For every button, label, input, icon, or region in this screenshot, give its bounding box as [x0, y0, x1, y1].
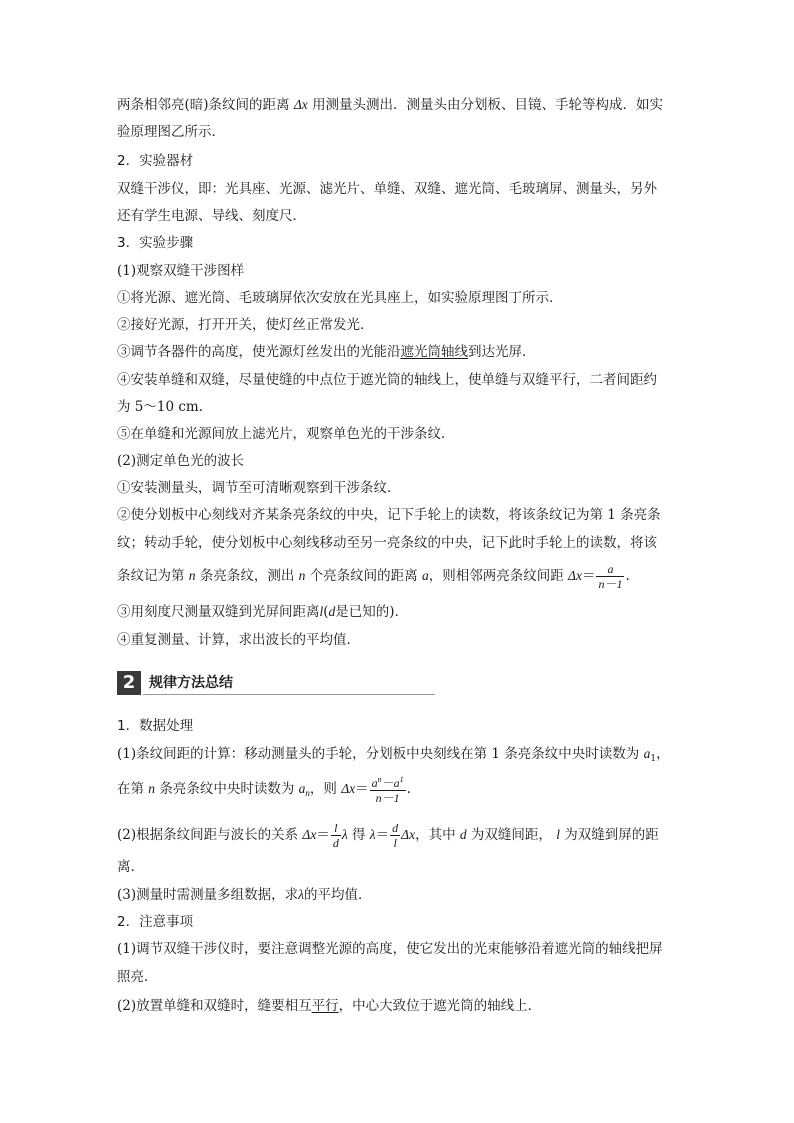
symbol-n: n — [188, 568, 196, 583]
text: ，其中 — [415, 827, 456, 843]
sub-observe: (1)观察双缝干涉图样 — [117, 263, 245, 279]
denominator: n－1 — [375, 790, 400, 805]
symbol-d: d — [459, 827, 467, 842]
text: 个亮条纹间的距离 — [309, 568, 418, 584]
text: . — [406, 781, 411, 797]
equals: ＝ — [316, 827, 330, 843]
sub-wavelength: (2)测定单色光的波长 — [117, 453, 245, 469]
text: . — [625, 568, 630, 584]
text: －a — [381, 775, 400, 790]
text: 的平均值． — [303, 887, 372, 903]
step-1: ①将光源、遮光筒、毛玻璃屏依次安放在光具座上，如实验原理图丁所示． — [117, 290, 563, 306]
underlined-term: 平行 — [311, 998, 339, 1014]
symbol-a: a — [298, 781, 306, 796]
text: (2)根据条纹间距与波长的关系 — [117, 827, 299, 843]
fraction — [370, 776, 406, 804]
data-2-line-2: 离． — [117, 859, 144, 875]
step-2: ②接好光源，打开开关，使灯丝正常发光． — [117, 317, 374, 333]
text: 为双缝间距， — [470, 827, 552, 843]
text: ，中心大致位于遮光筒的轴线上． — [338, 998, 542, 1014]
text: (3)测量时需测量多组数据，求 — [117, 887, 299, 903]
superscript: 1 — [399, 774, 404, 784]
measure-2-line-1: ②使分划板中心刻线对齐某条亮条纹的中央，记下手轮上的读数，将该条纹记为第 1 条亮条 — [117, 507, 661, 523]
text: 条亮条纹，测出 — [199, 568, 295, 584]
subscript: 1 — [650, 754, 657, 764]
measure-3 — [117, 603, 408, 621]
text: 条纹记为第 — [117, 568, 185, 584]
text: 用测量头测出．测量头由分划板、目镜、手轮等构成．如实 — [312, 97, 664, 113]
symbol-lambda: λ — [298, 887, 304, 902]
symbol-n: n — [298, 568, 306, 583]
symbol-d: d — [328, 604, 336, 619]
equals: ＝ — [375, 827, 390, 843]
text: 是已知的)． — [335, 604, 409, 620]
text: 在第 — [117, 781, 144, 797]
text: ( — [323, 604, 329, 620]
step-4-line-1: ④安装单缝和双缝，尽量使缝的中点位于遮光筒的轴线上，使单缝与双缝平行，二者间距约 — [117, 372, 657, 388]
step-3 — [117, 343, 536, 361]
step-4-line-2: 为 5～10 cm. — [117, 399, 204, 415]
symbol-a: a — [643, 746, 651, 761]
text: 两条相邻亮(暗)条纹间的距离 — [117, 97, 290, 113]
denominator: n－1 — [598, 577, 623, 591]
text: ，则相邻两亮条纹间距 — [428, 568, 564, 584]
apparatus-line-1: 双缝干涉仪，即：光具座、光源、滤光片、单缝、双缝、遮光筒、毛玻璃屏、测量头，另外 — [117, 181, 657, 197]
denominator: d — [332, 836, 339, 850]
symbol-delta-x: Δx — [293, 97, 308, 112]
superscript: n — [377, 774, 382, 784]
precaution-1-line-1: (1)调节双缝干涉仪时，要注意调整光源的高度，使它发出的光束能够沿着遮光筒的轴线把屏 — [117, 941, 663, 957]
numerator: a — [596, 563, 624, 577]
symbol-n: n — [148, 781, 156, 796]
symbol-lambda: λ — [369, 827, 376, 842]
symbol-delta-x: Δx — [401, 827, 416, 842]
precaution-1-line-2: 照亮． — [117, 969, 158, 985]
text: (2)放置单缝和双缝时，缝要相互 — [117, 998, 312, 1014]
text: 条亮条纹中央时读数为 — [159, 781, 295, 797]
apparatus-line-2: 还有学生电源、导线、刻度尺． — [117, 208, 306, 224]
text: ③用刻度尺测量双缝到光屏间距离 — [117, 604, 320, 620]
heading-apparatus: 2．实验器材 — [117, 153, 194, 169]
text: a — [371, 775, 378, 790]
precaution-2 — [117, 997, 541, 1015]
measure-4: ④重复测量、计算，求出波长的平均值． — [117, 632, 360, 648]
underlined-term: 遮光筒轴线 — [400, 344, 468, 360]
text: ，则 — [309, 781, 337, 797]
data-2-line-1 — [117, 820, 659, 850]
numerator — [370, 776, 406, 791]
measure-2-line-2: 纹；转动手轮，使分划板中心刻线移动至另一亮条纹的中央，记下此时手轮上的读数，将该 — [117, 535, 657, 551]
section-header-methods — [117, 671, 435, 695]
symbol-delta-x: Δx — [568, 568, 582, 583]
step-5: ⑤在单缝和光源间放上滤光片，观察单色光的干涉条纹． — [117, 426, 455, 442]
symbol-delta-x: Δx — [302, 827, 317, 842]
numerator: d — [392, 821, 399, 835]
text: ③调节各器件的高度，使光源灯丝发出的光能沿 — [117, 344, 401, 360]
fraction — [390, 822, 400, 849]
fraction — [596, 563, 624, 590]
text: (1)条纹间距的计算：移动测量头的手轮，分划板中央刻线在第 1 条亮条纹中央时读数为 — [117, 746, 640, 762]
symbol-a: a — [421, 568, 429, 583]
fraction — [331, 822, 341, 849]
measure-1: ①安装测量头，调节至可清晰观察到干涉条纹． — [117, 480, 401, 496]
denominator: l — [393, 836, 397, 850]
equals: ＝ — [581, 568, 596, 584]
data-1-line-1 — [117, 745, 670, 768]
subscript: n — [305, 788, 310, 798]
section-rule — [143, 694, 435, 695]
section-number-badge: 2 — [117, 671, 141, 695]
symbol-delta-x: Δx — [341, 781, 356, 796]
symbol-lambda: λ — [341, 827, 348, 842]
heading-steps: 3．实验步骤 — [117, 235, 194, 251]
numerator: l — [331, 822, 341, 836]
data-3 — [117, 886, 371, 904]
section-title: 规律方法总结 — [149, 675, 233, 691]
symbol-l: l — [556, 827, 560, 842]
heading-precautions: 2．注意事项 — [117, 914, 194, 930]
measure-2-line-3 — [117, 561, 630, 591]
text: 为双缝到屏的距 — [564, 827, 659, 843]
intro-line-1 — [117, 96, 663, 114]
text: ， — [656, 746, 670, 762]
text: 得 — [352, 827, 366, 843]
heading-data-processing: 1．数据处理 — [117, 718, 194, 734]
intro-line-2: 验原理图乙所示． — [117, 124, 225, 140]
data-1-line-2 — [117, 774, 411, 808]
text: 到达光屏． — [468, 344, 536, 360]
equals: ＝ — [355, 781, 369, 797]
symbol-l: l — [319, 604, 324, 619]
